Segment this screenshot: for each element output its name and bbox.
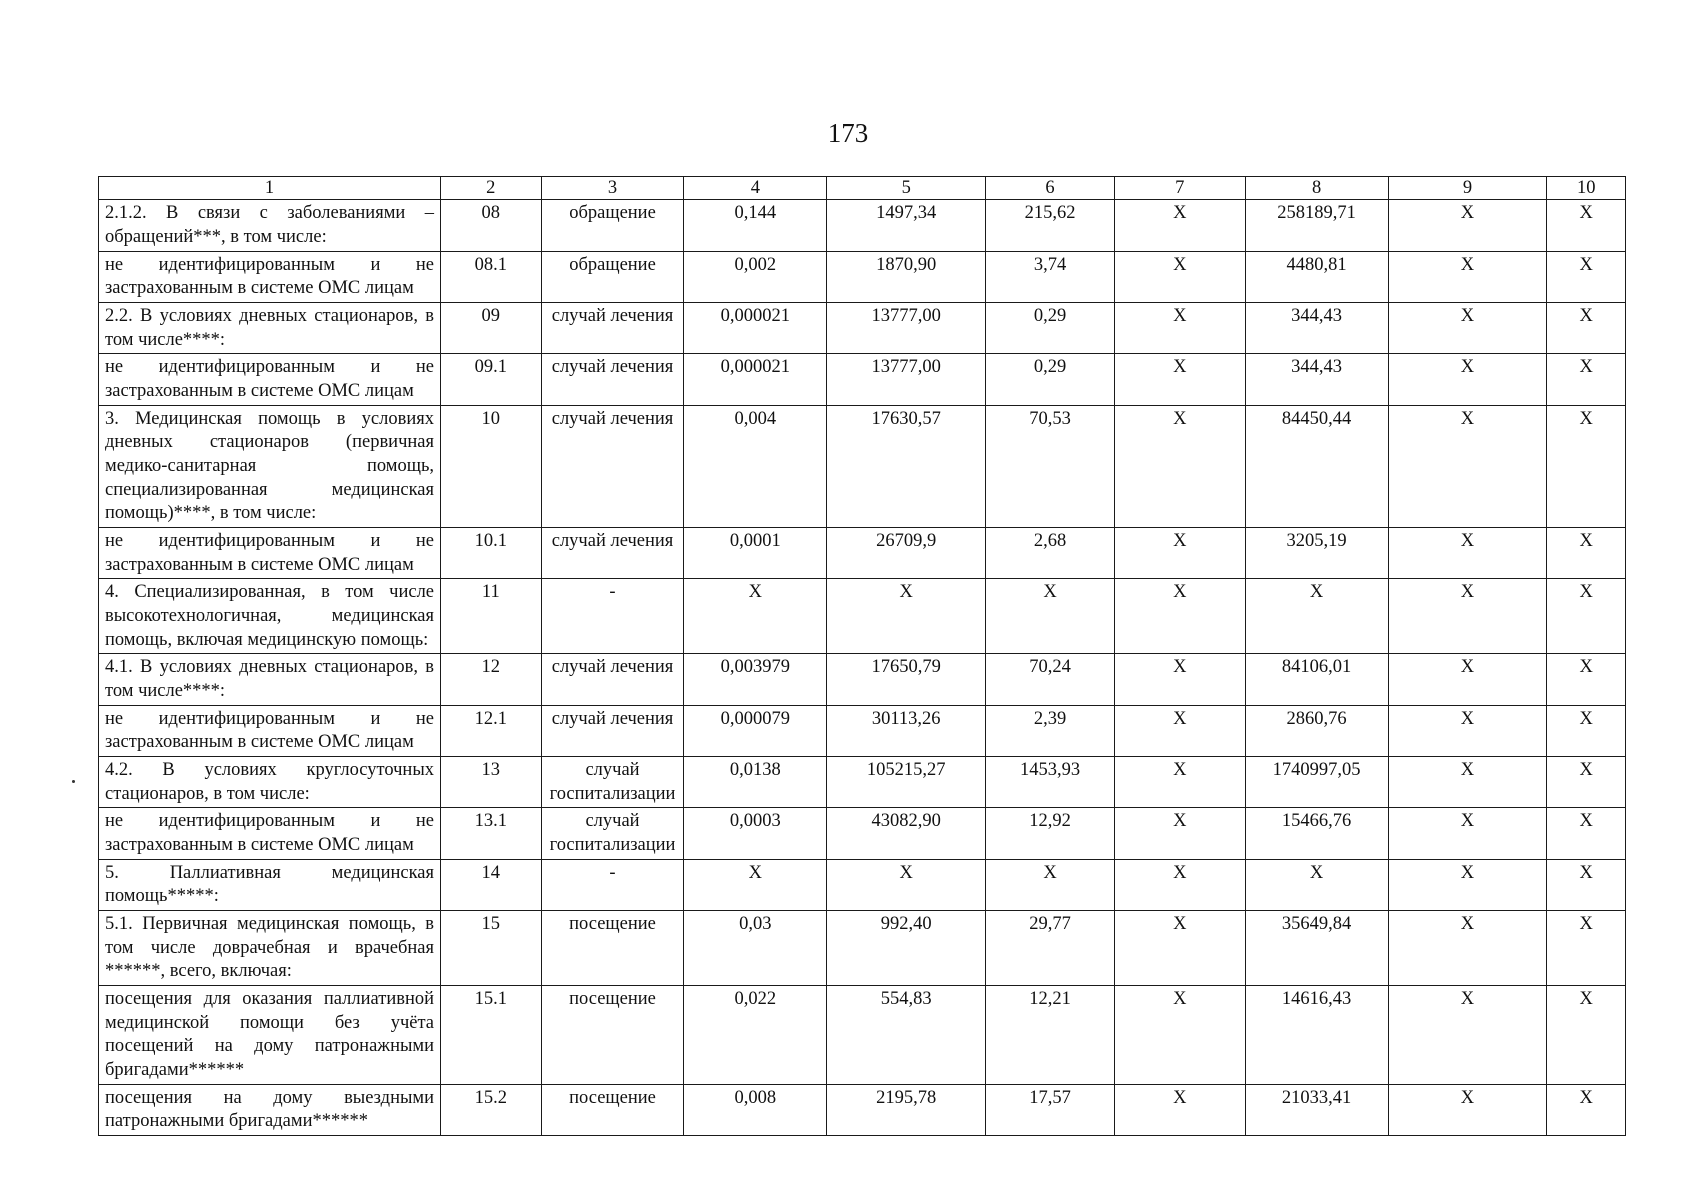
table-cell: 0,0138 — [684, 756, 827, 807]
column-header-cell: 7 — [1114, 177, 1245, 200]
table-cell: 21033,41 — [1245, 1084, 1388, 1135]
table-cell: случай лечения — [541, 527, 684, 578]
table-cell: 08 — [441, 200, 542, 251]
table-cell: X — [684, 859, 827, 910]
table-cell: обращение — [541, 200, 684, 251]
table-cell: X — [1547, 354, 1626, 405]
column-header-cell: 6 — [986, 177, 1115, 200]
table-cell: X — [1388, 579, 1547, 654]
row-label-cell: 4.1. В условиях дневных стационаров, в том числе****: — [99, 654, 441, 705]
row-label-cell: 2.1.2. В связи с заболеваниями – обращений***, в том числе: — [99, 200, 441, 251]
table-cell: 14 — [441, 859, 542, 910]
table-cell: случай госпитализации — [541, 756, 684, 807]
table-cell: 344,43 — [1245, 354, 1388, 405]
scan-speck — [72, 780, 75, 783]
table-cell: посещение — [541, 986, 684, 1085]
table-row — [99, 756, 1626, 807]
table-cell: X — [1547, 1084, 1626, 1135]
table-cell: 3,74 — [986, 251, 1115, 302]
table-cell: 15.1 — [441, 986, 542, 1085]
table-cell: 0,144 — [684, 200, 827, 251]
column-header-cell: 9 — [1388, 177, 1547, 200]
table-cell: - — [541, 859, 684, 910]
table-body — [99, 177, 1626, 1136]
table-cell: X — [1114, 251, 1245, 302]
table-cell: X — [684, 579, 827, 654]
table-cell: X — [1547, 986, 1626, 1085]
table-cell: случай лечения — [541, 705, 684, 756]
table-cell: X — [1547, 808, 1626, 859]
table-cell: X — [1388, 705, 1547, 756]
table-cell: 1497,34 — [827, 200, 986, 251]
table-row — [99, 986, 1626, 1085]
table-cell: 09.1 — [441, 354, 542, 405]
table-cell: X — [1547, 527, 1626, 578]
table-row — [99, 859, 1626, 910]
column-header-cell: 10 — [1547, 177, 1626, 200]
table-cell: 35649,84 — [1245, 911, 1388, 986]
column-header-cell: 1 — [99, 177, 441, 200]
table-cell: X — [1388, 1084, 1547, 1135]
table-cell: 0,004 — [684, 405, 827, 527]
table-cell: X — [1547, 251, 1626, 302]
table-cell: 2,68 — [986, 527, 1115, 578]
table-cell: обращение — [541, 251, 684, 302]
table-cell: X — [1114, 911, 1245, 986]
column-header-cell: 3 — [541, 177, 684, 200]
table-cell: X — [1547, 302, 1626, 353]
table-cell: 15466,76 — [1245, 808, 1388, 859]
table-cell: 105215,27 — [827, 756, 986, 807]
table-cell: X — [1388, 986, 1547, 1085]
table-cell: 554,83 — [827, 986, 986, 1085]
table-row — [99, 200, 1626, 251]
table-cell: случай лечения — [541, 405, 684, 527]
table-cell: 09 — [441, 302, 542, 353]
table-cell: 13777,00 — [827, 354, 986, 405]
table-cell: случай лечения — [541, 302, 684, 353]
table-cell: 15 — [441, 911, 542, 986]
row-label-cell: не идентифицированным и не застрахованным в системе ОМС лицам — [99, 251, 441, 302]
table-cell: 4480,81 — [1245, 251, 1388, 302]
table-cell: X — [986, 579, 1115, 654]
table-cell: 84106,01 — [1245, 654, 1388, 705]
table-row — [99, 405, 1626, 527]
page-number: 173 — [827, 118, 869, 148]
table-cell: 70,24 — [986, 654, 1115, 705]
row-label-cell: не идентифицированным и не застрахованным в системе ОМС лицам — [99, 354, 441, 405]
table-cell: 1453,93 — [986, 756, 1115, 807]
table-cell: 12 — [441, 654, 542, 705]
table-cell: случай лечения — [541, 654, 684, 705]
table-header-row — [99, 177, 1626, 200]
table-cell: 30113,26 — [827, 705, 986, 756]
data-table — [98, 176, 1626, 1136]
table-cell: X — [1388, 527, 1547, 578]
table-cell: 10 — [441, 405, 542, 527]
table-cell: 17650,79 — [827, 654, 986, 705]
row-label-cell: 5. Паллиативная медицинская помощь*****: — [99, 859, 441, 910]
table-cell: 2860,76 — [1245, 705, 1388, 756]
table-row — [99, 705, 1626, 756]
table-cell: 14616,43 — [1245, 986, 1388, 1085]
table-cell: 2195,78 — [827, 1084, 986, 1135]
table-cell: X — [1114, 302, 1245, 353]
table-row — [99, 1084, 1626, 1135]
table-cell: 84450,44 — [1245, 405, 1388, 527]
table-cell: 0,29 — [986, 354, 1115, 405]
table-cell: X — [1547, 705, 1626, 756]
row-label-cell: посещения для оказания паллиативной медицинской помощи без учёта посещений на дому патронажными бригадами****** — [99, 986, 441, 1085]
table-cell: X — [1114, 705, 1245, 756]
table-cell: X — [1245, 579, 1388, 654]
table-cell: 0,008 — [684, 1084, 827, 1135]
table-cell: X — [1388, 405, 1547, 527]
table-cell: X — [1114, 756, 1245, 807]
table-cell: X — [1114, 859, 1245, 910]
table-cell: 0,000021 — [684, 354, 827, 405]
table-cell: 70,53 — [986, 405, 1115, 527]
table-cell: 15.2 — [441, 1084, 542, 1135]
table-cell: X — [827, 859, 986, 910]
table-cell: 13777,00 — [827, 302, 986, 353]
table-cell: X — [1114, 808, 1245, 859]
table-cell: 1870,90 — [827, 251, 986, 302]
table-row — [99, 527, 1626, 578]
table-cell: 10.1 — [441, 527, 542, 578]
table-cell: 29,77 — [986, 911, 1115, 986]
table-cell: X — [1388, 756, 1547, 807]
table-cell: 1740997,05 — [1245, 756, 1388, 807]
column-header-cell: 5 — [827, 177, 986, 200]
table-cell: случай госпитализации — [541, 808, 684, 859]
row-label-cell: 5.1. Первичная медицинская помощь, в том числе доврачебная и врачебная ******, всего, включая: — [99, 911, 441, 986]
table-cell: посещение — [541, 1084, 684, 1135]
table-cell: 08.1 — [441, 251, 542, 302]
table-cell: 344,43 — [1245, 302, 1388, 353]
table-cell: X — [1114, 579, 1245, 654]
table-cell: 0,000079 — [684, 705, 827, 756]
table-cell: X — [1245, 859, 1388, 910]
table-cell: X — [1114, 405, 1245, 527]
table-cell: 17630,57 — [827, 405, 986, 527]
row-label-cell: не идентифицированным и не застрахованным в системе ОМС лицам — [99, 705, 441, 756]
table-cell: посещение — [541, 911, 684, 986]
table-row — [99, 354, 1626, 405]
table-cell: X — [1114, 200, 1245, 251]
table-row — [99, 251, 1626, 302]
table-cell: X — [1547, 579, 1626, 654]
table-cell: X — [1114, 1084, 1245, 1135]
table-cell: X — [1114, 354, 1245, 405]
row-label-cell: не идентифицированным и не застрахованным в системе ОМС лицам — [99, 527, 441, 578]
table-cell: X — [827, 579, 986, 654]
table-cell: X — [1547, 756, 1626, 807]
row-label-cell: 2.2. В условиях дневных стационаров, в том числе****: — [99, 302, 441, 353]
table-cell: X — [1388, 251, 1547, 302]
table-cell: 992,40 — [827, 911, 986, 986]
table-cell: 13 — [441, 756, 542, 807]
table-cell: X — [1388, 911, 1547, 986]
table-cell: 12,21 — [986, 986, 1115, 1085]
table-cell: X — [1547, 405, 1626, 527]
table-cell: X — [1114, 986, 1245, 1085]
table-cell: 0,022 — [684, 986, 827, 1085]
table-cell: 0,03 — [684, 911, 827, 986]
table-cell: случай лечения — [541, 354, 684, 405]
table-cell: X — [1388, 354, 1547, 405]
table-cell: 215,62 — [986, 200, 1115, 251]
table-cell: X — [1547, 911, 1626, 986]
table-cell: X — [1547, 654, 1626, 705]
table-cell: 0,0001 — [684, 527, 827, 578]
row-label-cell: посещения на дому выездными патронажными бригадами****** — [99, 1084, 441, 1135]
table-cell: 0,29 — [986, 302, 1115, 353]
table-cell: X — [986, 859, 1115, 910]
table-cell: 0,003979 — [684, 654, 827, 705]
table-cell: X — [1114, 527, 1245, 578]
table-cell: 12.1 — [441, 705, 542, 756]
table-cell: 13.1 — [441, 808, 542, 859]
table-cell: X — [1388, 859, 1547, 910]
table-row — [99, 654, 1626, 705]
table-cell: 3205,19 — [1245, 527, 1388, 578]
table-cell: 17,57 — [986, 1084, 1115, 1135]
table-cell: 26709,9 — [827, 527, 986, 578]
table-cell: 0,002 — [684, 251, 827, 302]
table-row — [99, 808, 1626, 859]
table-cell: X — [1547, 200, 1626, 251]
table-cell: X — [1114, 654, 1245, 705]
table-row — [99, 579, 1626, 654]
table-row — [99, 302, 1626, 353]
column-header-cell: 2 — [441, 177, 542, 200]
table-cell: X — [1388, 302, 1547, 353]
column-header-cell: 8 — [1245, 177, 1388, 200]
row-label-cell: 4. Специализированная, в том числе высокотехнологичная, медицинская помощь, включая медицинскую помощь: — [99, 579, 441, 654]
table-cell: X — [1388, 808, 1547, 859]
table-row — [99, 911, 1626, 986]
table-cell: 2,39 — [986, 705, 1115, 756]
table-cell: X — [1388, 200, 1547, 251]
table-cell: X — [1547, 859, 1626, 910]
table-cell: - — [541, 579, 684, 654]
table-cell: X — [1388, 654, 1547, 705]
table-cell: 43082,90 — [827, 808, 986, 859]
table-cell: 12,92 — [986, 808, 1115, 859]
row-label-cell: не идентифицированным и не застрахованным в системе ОМС лицам — [99, 808, 441, 859]
row-label-cell: 4.2. В условиях круглосуточных стационаров, в том числе: — [99, 756, 441, 807]
table-cell: 258189,71 — [1245, 200, 1388, 251]
column-header-cell: 4 — [684, 177, 827, 200]
table-cell: 0,0003 — [684, 808, 827, 859]
table-cell: 11 — [441, 579, 542, 654]
row-label-cell: 3. Медицинская помощь в условиях дневных стационаров (первичная медико-санитарная помощь, специализированная медицинская помощь)****, в том числе: — [99, 405, 441, 527]
table-cell: 0,000021 — [684, 302, 827, 353]
